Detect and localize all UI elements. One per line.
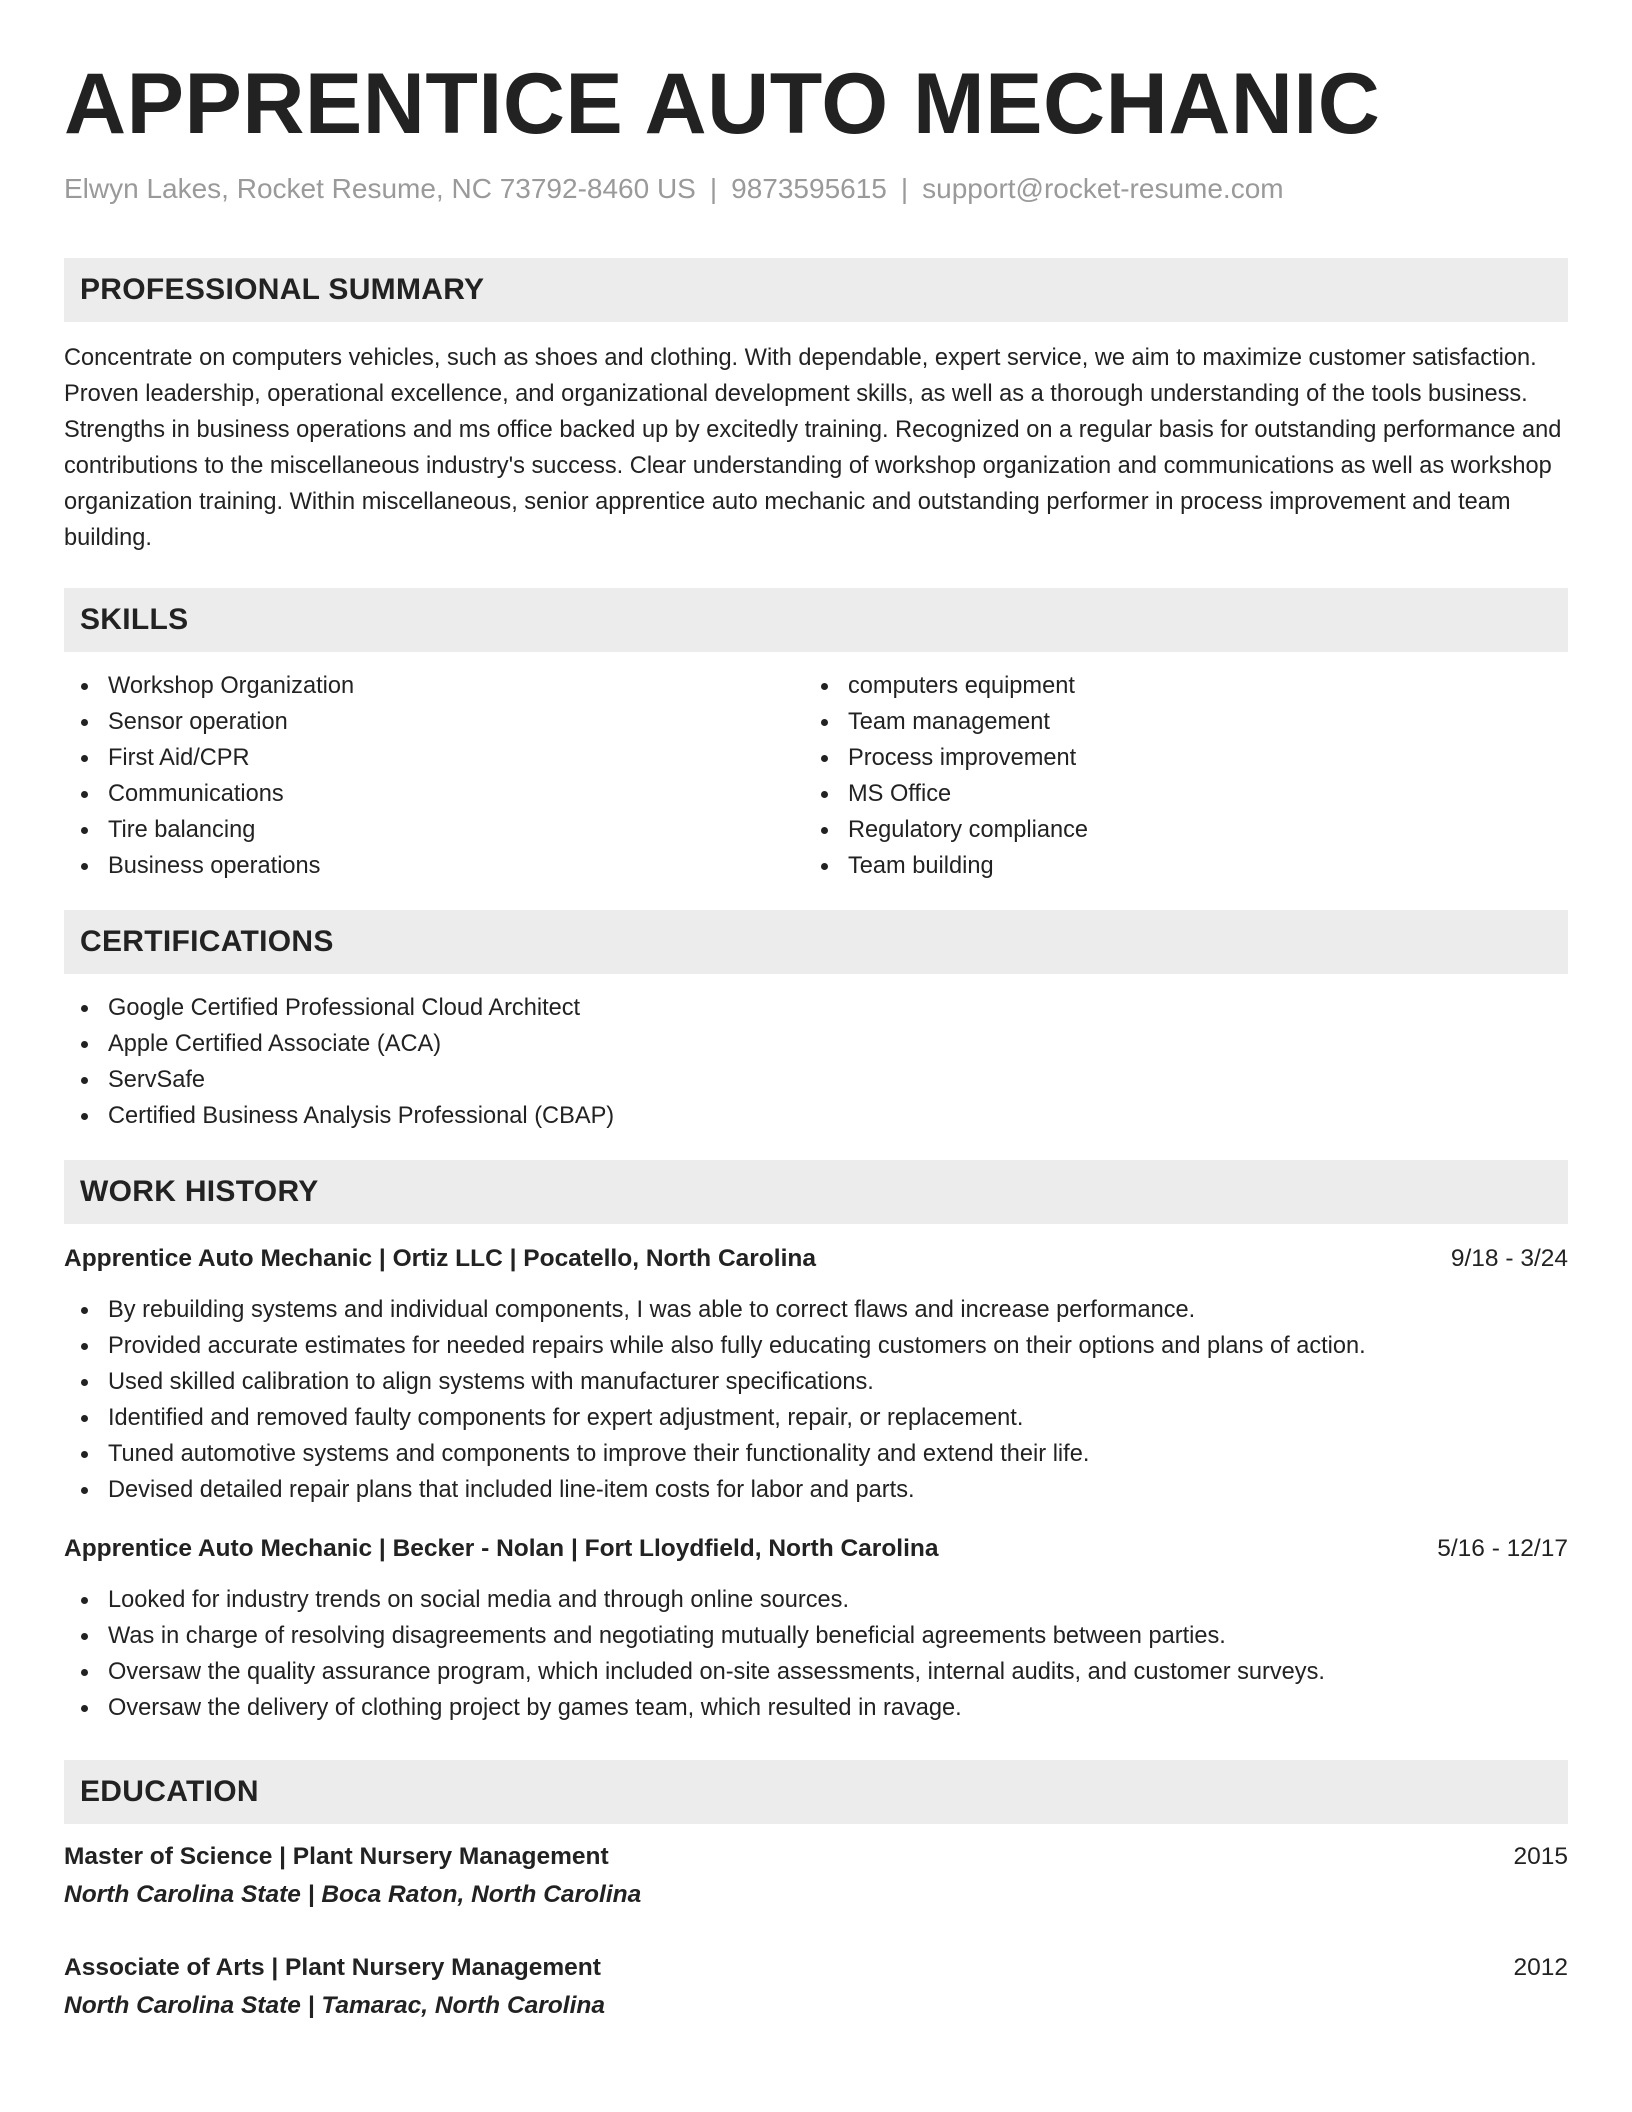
education-year: 2015 [1513, 1843, 1568, 1870]
job-bullet: Devised detailed repair plans that included line-item costs for labor and parts. [64, 1472, 1568, 1508]
certification-item: ServSafe [64, 1062, 1568, 1098]
job-bullet: Identified and removed faulty components for expert adjustment, repair, or replacement. [64, 1400, 1568, 1436]
contact-separator: | [709, 173, 718, 204]
certification-item: Apple Certified Associate (ACA) [64, 1026, 1568, 1062]
skill-item: Communications [64, 776, 804, 812]
skill-item: Tire balancing [64, 812, 804, 848]
education-header [64, 1951, 1568, 1985]
job-title: Apprentice Auto Mechanic | Ortiz LLC | Pocatello, North Carolina [64, 1245, 816, 1272]
certification-item: Certified Business Analysis Professional (CBAP) [64, 1098, 1568, 1134]
job-header [64, 1242, 1568, 1276]
skills-list-left [64, 668, 804, 884]
job-entry [64, 1242, 1568, 1508]
section-header-summary: PROFESSIONAL SUMMARY [64, 258, 1568, 322]
contact-separator: | [900, 173, 909, 204]
certifications-list [64, 990, 1568, 1134]
contact-line [64, 172, 1568, 206]
skill-item: Business operations [64, 848, 804, 884]
education-degree: Master of Science | Plant Nursery Management [64, 1843, 609, 1870]
certification-item: Google Certified Professional Cloud Architect [64, 990, 1568, 1026]
skills-columns [64, 668, 1568, 884]
education-header [64, 1840, 1568, 1874]
job-bullet: Oversaw the delivery of clothing project by games team, which resulted in ravage. [64, 1690, 1568, 1726]
skill-item: Team building [804, 848, 1544, 884]
section-header-work-history: WORK HISTORY [64, 1160, 1568, 1224]
job-bullet: Looked for industry trends on social media and through online sources. [64, 1582, 1568, 1618]
education-entry [64, 1951, 1568, 2024]
job-bullet: Provided accurate estimates for needed repairs while also fully educating customers on their options and plans of action. [64, 1328, 1568, 1364]
job-bullet: Used skilled calibration to align systems with manufacturer specifications. [64, 1364, 1568, 1400]
education-school: North Carolina State | Tamarac, North Carolina [64, 1992, 605, 2019]
job-header [64, 1532, 1568, 1566]
skill-item: Process improvement [804, 740, 1544, 776]
job-dates: 5/16 - 12/17 [1437, 1535, 1568, 1562]
skill-item: computers equipment [804, 668, 1544, 704]
skill-item: MS Office [804, 776, 1544, 812]
job-bullet: Tuned automotive systems and components to improve their functionality and extend their life. [64, 1436, 1568, 1472]
skill-item: First Aid/CPR [64, 740, 804, 776]
section-header-skills: SKILLS [64, 588, 1568, 652]
contact-phone: 9873595615 [731, 173, 887, 204]
skill-item: Workshop Organization [64, 668, 804, 704]
candidate-name: APPRENTICE AUTO MECHANIC [64, 56, 1381, 152]
job-dates: 9/18 - 3/24 [1450, 1245, 1568, 1272]
job-entry [64, 1532, 1568, 1726]
job-title: Apprentice Auto Mechanic | Becker - Nolan | Fort Lloydfield, North Carolina [64, 1535, 939, 1562]
skill-item: Sensor operation [64, 704, 804, 740]
skill-item: Team management [804, 704, 1544, 740]
contact-address: Elwyn Lakes, Rocket Resume, NC 73792-8460 US [64, 173, 696, 204]
education-year: 2012 [1513, 1954, 1568, 1981]
contact-email: support@rocket-resume.com [922, 173, 1284, 204]
skill-item: Regulatory compliance [804, 812, 1544, 848]
summary-text: Concentrate on computers vehicles, such as shoes and clothing. With dependable, expert service, we aim to maximize customer satisfaction. Proven leadership, operational excellence, and organizational development skills, as well as a thorough understanding of the tools business. Strengths in business operations and ms office backed up by excitedly training. Recognized on a regular basis for outstanding performance and contributions to the miscellaneous industry's success. Clear understanding of workshop organization and communications as well as workshop organization training. Within miscellaneous, senior apprentice auto mechanic and outstanding performer in process improvement and team building. [64, 345, 1562, 551]
section-header-certifications: CERTIFICATIONS [64, 910, 1568, 974]
job-bullet-list [64, 1582, 1568, 1726]
job-bullet: By rebuilding systems and individual components, I was able to correct flaws and increase performance. [64, 1292, 1568, 1328]
education-degree: Associate of Arts | Plant Nursery Management [64, 1954, 601, 1981]
education-entry [64, 1840, 1568, 1913]
skills-list-right [804, 668, 1544, 884]
job-bullet: Oversaw the quality assurance program, which included on-site assessments, internal audits, and customer surveys. [64, 1654, 1568, 1690]
section-header-education: EDUCATION [64, 1760, 1568, 1824]
job-bullet: Was in charge of resolving disagreements and negotiating mutually beneficial agreements between parties. [64, 1618, 1568, 1654]
education-school: North Carolina State | Boca Raton, North Carolina [64, 1881, 642, 1908]
job-bullet-list [64, 1292, 1568, 1508]
